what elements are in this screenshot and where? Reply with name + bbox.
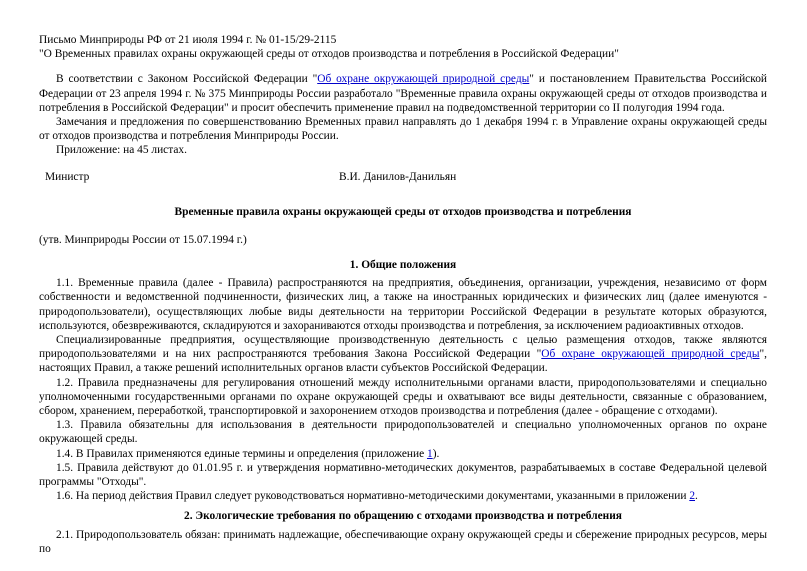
signature-role: Министр: [45, 170, 90, 183]
letter-header-line1: Письмо Минприроды РФ от 21 июля 1994 г. № 01-15/29-2115: [39, 34, 337, 46]
appendix-2-link[interactable]: 2: [689, 490, 696, 503]
clause-1-2: 1.2. Правила предназначены для регулирования отношений между исполнительными органами власти, природопользователями и специально уполномоченными государственными органами по охране окружающей среды и охватывают все виды деятельности, связанные с образованием, сбором, хранением, переработкой, транспортировкой и захоронением отходов производства и потребления (далее - обращение с отходами).: [39, 376, 767, 418]
law-link-2[interactable]: Об охране окружающей природной среды: [541, 348, 760, 361]
intro-paragraph-2: Замечания и предложения по совершенствованию Временных правил направлять до 1 декабря 1994 г. в Управление охраны окружающей среды от отходов производства и потребления Минприроды России.: [39, 116, 767, 143]
signature-name: В.И. Данилов-Данильян: [339, 170, 457, 183]
appendix-1-link[interactable]: 1: [426, 447, 433, 460]
clause-1-4: 1.4. В Правилах применяются единые термины и определения (приложение 1).: [56, 447, 440, 460]
clause-1-1-continued: Специализированные предприятия, осуществляющие производственную деятельность с целью размещения отходов, также являются природопользователями и на них распространяются требования Закона Российской Федерации "Об охране окружающей природной среды", настоящих Правил, а также решений исполнительных органов власти субъектов Российской Федерации.: [39, 334, 767, 375]
section-2-title: 2. Экологические требования по обращению с отходами производства и потребления: [184, 510, 622, 523]
clause-2-1: 2.1. Природопользователь обязан: принимать надлежащие, обеспечивающие охрану окружающей среды и сбережение природных ресурсов, меры по: [39, 528, 767, 555]
intro-paragraph-1: В соответствии с Законом Российской Федерации "Об охране окружающей природной среды" и постановлением Правительства Российской Федерации от 23 апреля 1994 г. № 375 Минприроды России разработало "Временные правила охраны окружающей среды от отходов производства и потребления в Российской Федерации" и просит обеспечить применение правил на подведомственной территории со II полугодия 1994 года.: [39, 73, 767, 114]
clause-1-6: 1.6. На период действия Правил следует руководствоваться нормативно-методическими документами, указанными в приложении 2.: [56, 490, 698, 503]
clause-1-1: 1.1. Временные правила (далее - Правила) распространяются на предприятия, объединения, организации, учреждения, независимо от форм собственности и ведомственной подчиненности, физических лиц, а также на иностранных юридических и физических лиц (далее именуются - природопользователи), осуществляющих любые виды деятельности на территории Российской Федерации в результате которых образуются, используются, обезвреживаются, складируются и захораниваются отходы производства и потребления, за исключением радиоактивных отходов.: [39, 277, 767, 332]
document: [39, 33, 767, 556]
rules-title: Временные правила охраны окружающей среды от отходов производства и потребления: [174, 205, 632, 218]
approved-note: (утв. Минприроды России от 15.07.1994 г.): [39, 233, 247, 246]
clause-1-3: 1.3. Правила обязательны для использования в деятельности природопользователей и специально уполномоченных органов по охране окружающей среды.: [39, 419, 767, 446]
intro-attachment: Приложение: на 45 листах.: [56, 144, 187, 157]
letter-header-line2: "О Временных правилах охраны окружающей среды от отходов производства и потребления в Российской Федерации": [39, 48, 619, 61]
clause-1-5: 1.5. Правила действуют до 01.01.95 г. и утверждения нормативно-методических документов, разрабатываемых в составе Федеральной целевой программы "Отходы".: [39, 461, 767, 489]
section-1-title: 1. Общие положения: [349, 259, 457, 272]
signature-block: [39, 170, 767, 184]
law-link[interactable]: Об охране окружающей природной среды: [317, 73, 530, 86]
